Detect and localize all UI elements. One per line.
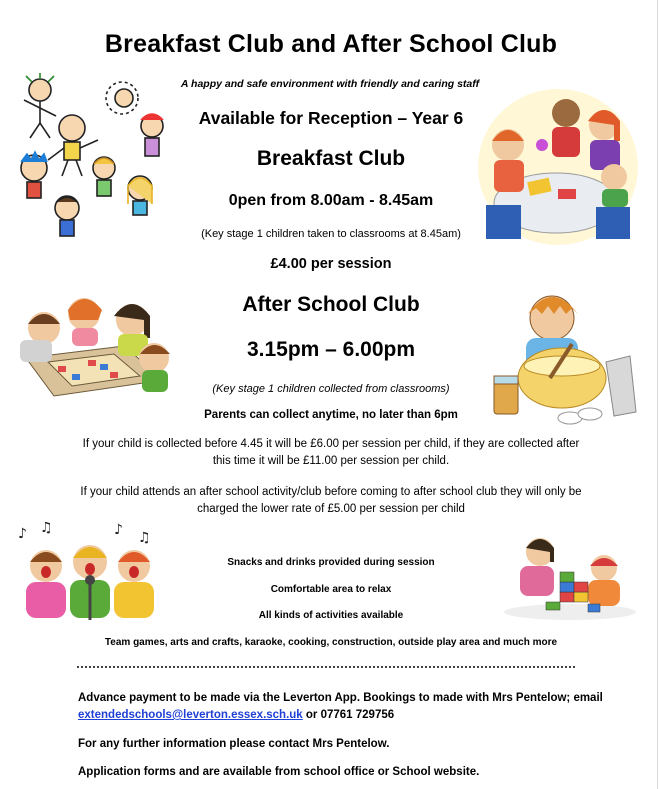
contact-line: For any further information please contact Mrs Pentelow.: [78, 738, 390, 750]
pricing-line-2: this time it will be £11.00 per session per child.: [212, 455, 450, 467]
after-school-note: (Key stage 1 children collected from classrooms): [212, 383, 450, 395]
after-school-hours: 3.15pm – 6.00pm: [246, 338, 416, 361]
svg-text:♫: ♫: [138, 530, 151, 546]
availability: Available for Reception – Year 6: [198, 108, 464, 128]
pricing-line-1: If your child is collected before 4.45 it will be £6.00 per session per child, if they are collected after: [82, 438, 580, 450]
kids-doodle-illustration: [12, 68, 182, 248]
breakfast-heading: Breakfast Club: [256, 147, 406, 170]
svg-text:♪: ♪: [18, 526, 27, 542]
feature-item: All kinds of activities available: [258, 610, 404, 621]
email-link[interactable]: extendedschools@leverton.essex.sch.uk: [78, 709, 303, 721]
activity-paragraph: [0, 484, 662, 518]
craft-table-illustration: [478, 85, 640, 245]
karaoke-illustration: [14, 522, 164, 624]
breakfast-price: £4.00 per session: [270, 256, 392, 272]
tagline: A happy and safe environment with friendly and caring staff: [180, 78, 480, 90]
collect-note: Parents can collect anytime, no later than 6pm: [204, 409, 458, 421]
phone-text: or 07761 729756: [302, 709, 395, 721]
breakfast-hours: 0pen from 8.00am - 8.45am: [228, 192, 434, 209]
construction-illustration: [500, 532, 638, 622]
page-title: Breakfast Club and After School Club: [104, 30, 558, 58]
cooking-illustration: [490, 288, 640, 428]
email-line: [78, 709, 394, 721]
feature-item: Snacks and drinks provided during session: [227, 557, 435, 568]
payment-line: Advance payment to be made via the Leverton App. Bookings to made with Mrs Pentelow; email: [78, 692, 603, 704]
forms-line: Application forms and are available from school office or School website.: [78, 766, 480, 778]
breakfast-note: (Key stage 1 children taken to classrooms at 8.45am): [201, 228, 461, 240]
svg-text:♪: ♪: [114, 522, 123, 538]
svg-text:♫: ♫: [40, 520, 53, 536]
pricing-paragraph: [0, 436, 662, 470]
after-school-heading: After School Club: [242, 293, 420, 316]
dotted-divider: [77, 666, 575, 668]
feature-item: Comfortable area to relax: [270, 584, 392, 595]
activity-line-1: If your child attends an after school activity/club before coming to after school club they will only be: [80, 486, 582, 498]
board-game-illustration: [14, 288, 174, 403]
activity-line-2: charged the lower rate of £5.00 per session per child: [197, 503, 465, 515]
feature-item: Team games, arts and crafts, karaoke, cooking, construction, outside play area and much more: [104, 637, 558, 648]
